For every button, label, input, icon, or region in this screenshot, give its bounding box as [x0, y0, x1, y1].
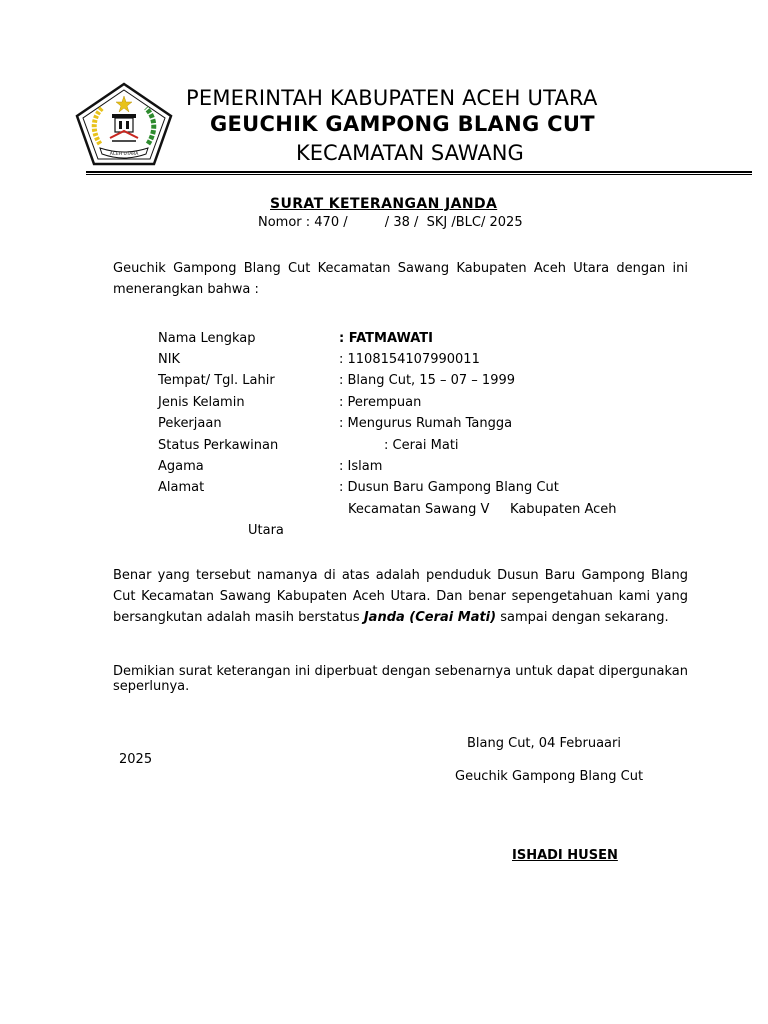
field-value-nik: : 1108154107990011 — [339, 352, 480, 367]
field-value-ttl: : Blang Cut, 15 – 07 – 1999 — [339, 373, 516, 388]
letter-number: Nomor : 470 / / 38 / SKJ /BLC/ 2025 — [258, 215, 523, 230]
field-label-nik: NIK — [158, 352, 181, 367]
header-district: KECAMATAN SAWANG — [296, 141, 524, 165]
field-value-address: : Dusun Baru Gampong Blang Cut — [339, 480, 559, 495]
field-value-job: : Mengurus Rumah Tangga — [339, 416, 513, 431]
field-label-nama: Nama Lengkap — [158, 331, 256, 346]
aceh-utara-emblem-logo — [74, 82, 174, 166]
header-government: PEMERINTAH KABUPATEN ACEH UTARA — [186, 86, 598, 110]
field-value-nama: : FATMAWATI — [339, 331, 433, 346]
header-rule-thin — [86, 174, 752, 175]
field-value-marital: : Cerai Mati — [384, 438, 459, 453]
body-text: Benar yang tersebut namanya di atas adalah penduduk Dusun Baru Gampong Blang Cut Kecamatan Sawang Kabupaten Aceh Utara. Dan benar sepengetahuan kami yang bersangkutan adalah masih berstatus — [113, 568, 688, 625]
field-label-religion: Agama — [158, 459, 204, 474]
intro-paragraph: Geuchik Gampong Blang Cut Kecamatan Sawang Kabupaten Aceh Utara dengan ini menerangkan bahwa : — [113, 261, 688, 297]
field-label-marital: Status Perkawinan — [158, 438, 279, 453]
signature-name: ISHADI HUSEN — [512, 848, 618, 863]
field-label-job: Pekerjaan — [158, 416, 222, 431]
signature-year: 2025 — [119, 752, 153, 767]
field-value-address-cont2: Utara — [248, 523, 284, 538]
field-label-gender: Jenis Kelamin — [158, 395, 245, 410]
body-text-end: sampai dengan sekarang. — [496, 610, 669, 625]
body-paragraph-1 — [113, 565, 688, 628]
field-value-gender: : Perempuan — [339, 395, 422, 410]
letter-title: SURAT KETERANGAN JANDA — [270, 196, 498, 212]
status-emphasis: Janda (Cerai Mati) — [363, 610, 497, 625]
body-paragraph-2: Demikian surat keterangan ini diperbuat dengan sebenarnya untuk dapat dipergunakan seperlunya. — [113, 664, 688, 694]
field-label-address: Alamat — [158, 480, 205, 495]
field-value-address-cont: Kecamatan Sawang V Kabupaten Aceh — [348, 502, 617, 517]
logo-ribbon-text: ACEH UTARA — [109, 152, 139, 157]
header-rule — [86, 171, 752, 173]
field-value-religion: : Islam — [339, 459, 383, 474]
header-office: GEUCHIK GAMPONG BLANG CUT — [210, 112, 595, 136]
field-label-ttl: Tempat/ Tgl. Lahir — [158, 373, 275, 388]
signature-position: Geuchik Gampong Blang Cut — [455, 769, 644, 784]
signature-place-date: Blang Cut, 04 Februaari — [467, 736, 621, 751]
